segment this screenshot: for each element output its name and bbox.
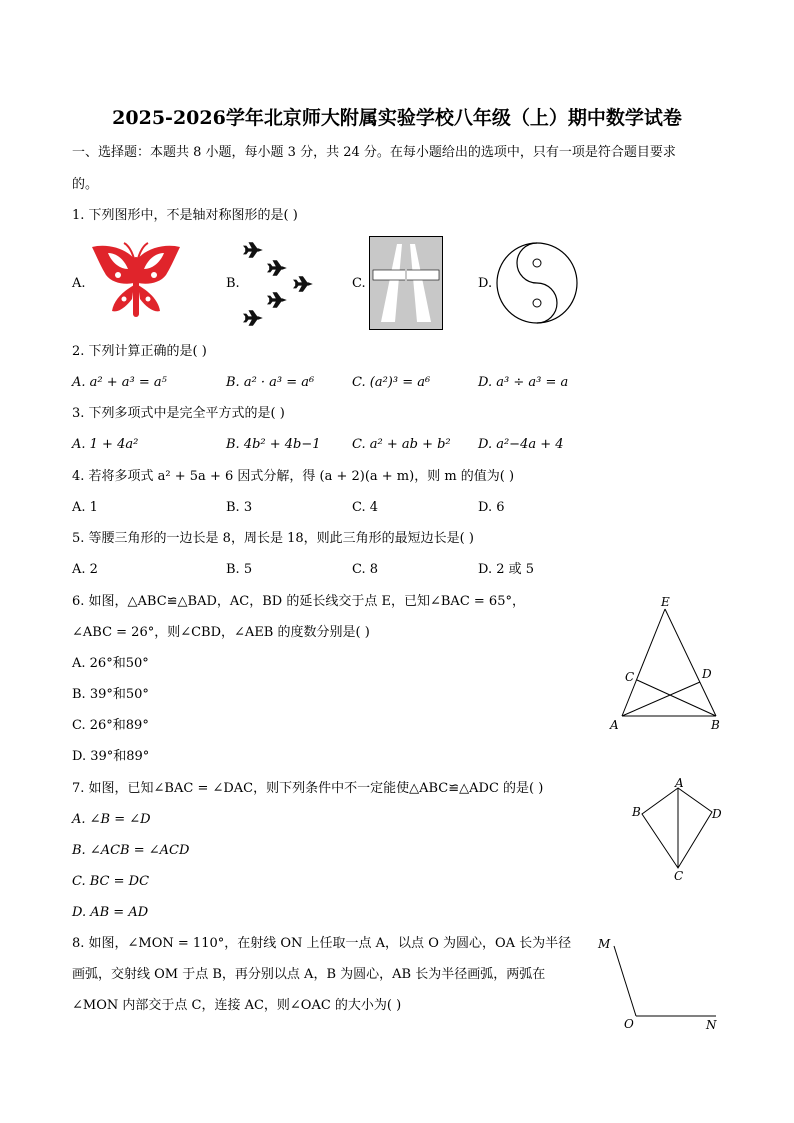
q4-option-b: B. 3: [226, 500, 253, 515]
q7-label-c: C: [674, 869, 684, 883]
q8-stem-line2: 画弧，交射线 OM 于点 B，再分别以点 A，B 为圆心，AB 长为半径画弧，两弧在: [72, 967, 546, 982]
airplanes-image: [240, 238, 320, 330]
q3-option-a: A. 1 + 4a²: [72, 437, 139, 452]
q8-label-m: M: [598, 937, 611, 951]
page-title: 2025-2026学年北京师大附属实验学校八年级（上）期中数学试卷: [112, 107, 682, 129]
q6-label-e: E: [661, 595, 670, 609]
q4-option-c: C. 4: [352, 500, 379, 515]
q7-quadrilateral-figure: [628, 776, 728, 884]
q7-stem: 7. 如图，已知∠BAC = ∠DAC，则下列条件中不一定能使△ABC≌△ADC 的是( ): [72, 781, 544, 796]
q2-option-c: C. (a²)³ = a⁶: [352, 375, 431, 390]
q1-stem: 1. 下列图形中，不是轴对称图形的是( ): [72, 208, 298, 223]
q6-option-c: C. 26°和89°: [72, 718, 149, 733]
q7-option-a: A. ∠B = ∠D: [72, 812, 151, 827]
q8-label-o: O: [624, 1017, 634, 1031]
q7-label-b: B: [632, 805, 641, 819]
q8-stem-line3: ∠MON 内部交于点 C，连接 AC，则∠OAC 的大小为( ): [72, 998, 402, 1013]
q2-option-a: A. a² + a³ = a⁵: [72, 375, 167, 390]
q3-option-b: B. 4b² + 4b−1: [226, 437, 321, 452]
q6-stem-line2: ∠ABC = 26°，则∠CBD，∠AEB 的度数分别是( ): [72, 625, 370, 640]
q6-triangle-figure: [605, 592, 735, 734]
q1-option-a: A.: [72, 276, 86, 291]
q1-option-d: D.: [478, 276, 493, 291]
q6-option-b: B. 39°和50°: [72, 687, 149, 702]
q1-option-c: C.: [352, 276, 366, 291]
q6-label-d: D: [702, 667, 712, 681]
section-instructions-line1: 一、选择题：本题共 8 小题，每小题 3 分，共 24 分。在每小题给出的选项中，只有一项是符合题目要求: [72, 145, 676, 160]
q6-label-a: A: [610, 718, 619, 732]
q4-option-d: D. 6: [478, 500, 505, 515]
q5-option-d: D. 2 或 5: [478, 562, 535, 577]
q6-option-d: D. 39°和89°: [72, 749, 150, 764]
q5-option-c: C. 8: [352, 562, 379, 577]
q3-option-c: C. a² + ab + b²: [352, 437, 451, 452]
q6-stem-line1: 6. 如图，△ABC≌△BAD，AC，BD 的延长线交于点 E，已知∠BAC = 65°，: [72, 594, 525, 609]
q5-option-b: B. 5: [226, 562, 253, 577]
q4-stem: 4. 若将多项式 a² + 5a + 6 因式分解，得 (a + 2)(a + m)，则 m 的值为( ): [72, 469, 515, 484]
q2-stem: 2. 下列计算正确的是( ): [72, 344, 207, 359]
q4-option-a: A. 1: [72, 500, 98, 515]
q8-stem-line1: 8. 如图，∠MON = 110°，在射线 ON 上任取一点 A，以点 O 为圆心，OA 长为半径: [72, 936, 572, 951]
q3-option-d: D. a²−4a + 4: [478, 437, 564, 452]
q5-stem: 5. 等腰三角形的一边长是 8，周长是 18，则此三角形的最短边长是( ): [72, 531, 474, 546]
q8-label-n: N: [706, 1018, 717, 1032]
yin-yang-image: [495, 241, 579, 325]
q6-label-b: B: [711, 718, 720, 732]
q7-option-b: B. ∠ACB = ∠ACD: [72, 843, 190, 858]
q6-label-c: C: [625, 670, 635, 684]
q7-label-d: D: [712, 807, 722, 821]
q2-option-d: D. a³ ÷ a³ = a: [478, 375, 569, 390]
q7-option-d: D. AB = AD: [72, 905, 149, 920]
q7-option-c: C. BC = DC: [72, 874, 150, 889]
q5-option-a: A. 2: [72, 562, 98, 577]
q7-label-a: A: [675, 776, 684, 790]
section-instructions-line2: 的。: [72, 177, 99, 192]
q6-option-a: A. 26°和50°: [72, 656, 149, 671]
q3-stem: 3. 下列多项式中是完全平方式的是( ): [72, 406, 285, 421]
highway-sign-image: [369, 236, 443, 330]
q2-option-b: B. a² · a³ = a⁶: [226, 375, 315, 390]
butterfly-image: [88, 241, 184, 325]
q1-option-b: B.: [226, 276, 240, 291]
q8-angle-figure: [592, 932, 726, 1034]
